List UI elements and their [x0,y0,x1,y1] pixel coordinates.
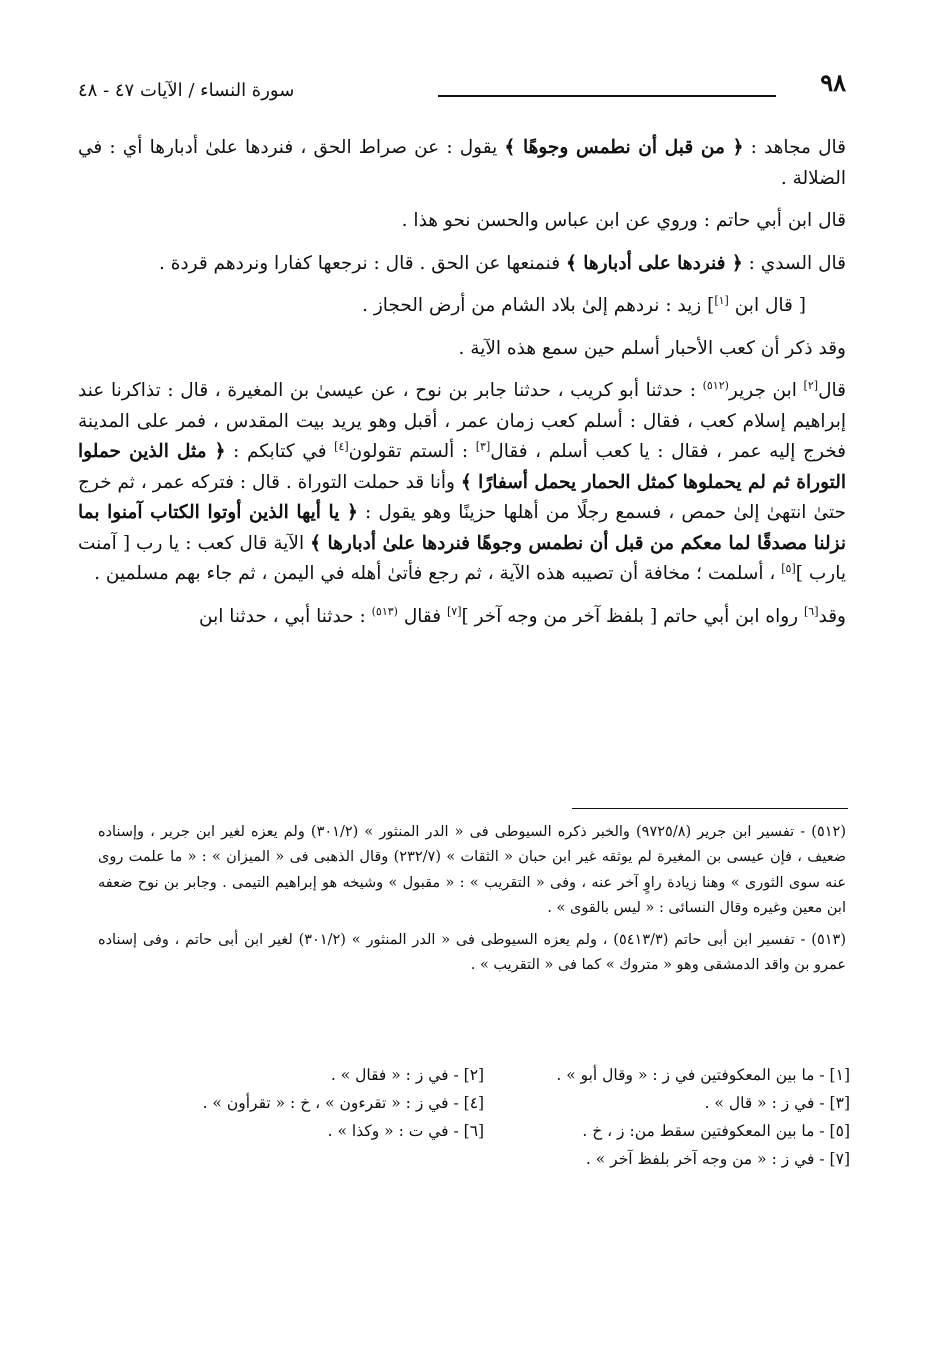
variant-note-4: [٤] - في ز : « تقرءون » ، خ : « تقرأون » . [202,1093,485,1112]
text-run: رواه ابن أبي حاتم [ بلفظ آخر من وجه آخر ] [461,605,804,627]
quran-verse: ﴿ يا أيها الذين أوتوا الكتاب آمنوا بما نزلنا مصدقًا لما معكم من قبل أن نطمس وجوهًا فنردها علىٰ أدبارها ﴾ [78,502,846,554]
paragraph [78,376,846,590]
variant-note-1: [١] - ما بين المعكوفتين في ز : « وقال أبو » . [556,1066,850,1084]
text-run: [ قال ابن [728,295,806,317]
paragraph [78,133,846,194]
page-header [78,68,846,112]
variant-column-left [123,1062,484,1146]
text-run: وقد ذكر أن كعب الأحبار أسلم حين سمع هذه الآية . [458,337,846,359]
variant-note-3: [٣] - في ز : « قال » . [704,1093,850,1112]
footnote-513: (٥١٣) - تفسير ابن أبى حاتم (٥٤١٣/٣) ، ولم يعزه السيوطى فى « الدر المنثور » (٣٠١/٢) لغير ابن أبى حاتم ، وفى إسناده عمرو بن واقد الدمشقى وهو « متروك » كما فى « التقريب » . [98,931,846,973]
footnote-marker: [٣] [475,439,491,453]
footnote-marker: (٥١٣) [371,604,398,618]
text-run: فقال [397,605,447,627]
footnote-marker: [٥] [781,562,796,576]
header-rule [438,95,776,97]
text-run: ] زيد : نردهم إلىٰ بلاد الشام من أرض الحجاز . [362,295,715,317]
paragraph [78,206,846,237]
paragraph [78,249,846,280]
text-run: قال [818,380,846,402]
footnotes [98,820,846,984]
text-run: قال ابن أبي حاتم : وروي عن ابن عباس والحسن نحو هذا . [401,210,846,232]
footnote-marker: [٦] [803,604,819,618]
paragraph [78,291,846,322]
quran-verse: ﴿ مثل الذين حملوا التوراة ثم لم يحملوها كمثل الحمار يحمل أسفارًا ﴾ [78,441,846,493]
text-run: : حدثنا أبو كريب ، حدثنا جابر بن نوح ، عن عيسىٰ بن المغيرة ، قال : تذاكرنا عند إبراهيم إسلام كعب ، فقال : أسلم كعب زمان عمر ، أقبل وهو يريد بيت المقدس ، فمر على المدينة فخرج إليه عمر ، فقال : يا كعب أسلم ، فقال [78,380,846,463]
text-run: قال مجاهد : [743,137,846,158]
footnote-marker: [٧] [446,604,462,618]
quran-verse: ﴿ فنردها على أدبارها ﴾ [565,252,743,274]
footnote-marker: (٥١٢) [702,378,729,392]
variant-notes [98,1062,850,1174]
variant-note-5: [٥] - ما بين المعكوفتين سقط من: ز ، خ . [582,1121,850,1140]
footnote-marker: [١] [714,293,729,307]
paragraph [78,334,846,365]
paragraph [78,602,846,633]
main-text [78,133,846,644]
page-number: ٩٨ [820,68,846,97]
variant-column-right [489,1062,850,1174]
text-run: : ألستم تقولون [348,441,476,463]
running-title: سورة النساء / الآيات ٤٧ - ٤٨ [78,80,295,101]
text-run: الآية قال كعب : يا رب [ آمنت يارب ] [78,532,846,585]
footnote-512: (٥١٢) - تفسير ابن جرير (٩٧٢٥/٨) والخبر ذكره السيوطى فى « الدر المنثور » (٣٠١/٢) ولم يعزه لغير ابن جرير ، وإسناده ضعيف ، فإن عيسى بن المغيرة لم يوثقه غير ابن حبان « الثقات » (٢٣٢/٧) وقال الذهبى فى « الميزان » : « ما علمت روى عنه سوى الثورى » وهنا زيادة راوٍ آخر عنه ، وفى « التقريب » : « مقبول » وشيخه هو إبراهيم التيمى . وجابر بن نوح ضعفه ابن معين وغيره وقال النسائى : « ليس بالقوى » . [98,824,847,917]
quran-verse: ﴿ من قبل أن نطمس وجوهًا ﴾ [504,137,744,158]
text-run: وقد [818,605,846,627]
footnote-separator [572,808,848,809]
text-run: فنمنعها عن الحق . قال : نرجعها كفارا ونردهم قردة . [158,252,566,274]
text-run: ، أسلمت ؛ مخافة أن تصيبه هذه الآية ، ثم رجع فأتىٰ أهله في اليمن ، ثم جاء بهم مسلمين . [94,563,782,585]
text-run: قال السدي : [742,252,846,274]
text-run: في كتابكم : [225,441,335,463]
variant-note-2: [٢] - في ز : « فقال » . [330,1066,485,1084]
footnote-marker: [٤] [334,439,349,453]
text-run: وأنا قد حملت التوراة . قال : فتركه عمر ، ثم خرج حتىٰ انتهىٰ إلىٰ حمص ، فسمع رجلًا من أهلها حزينًا وهو يقول : [78,471,846,524]
text-run: : حدثنا أبي ، حدثنا ابن [199,605,372,627]
variant-note-7: [٧] - في ز : « من وجه آخر بلفظ آخر » . [585,1149,850,1168]
footnote-marker: [٢] [803,378,819,392]
text-run: يقول : عن صراط الحق ، فنردها علىٰ أدبارها أي : في الضلالة . [78,137,846,189]
variant-note-6: [٦] - في ت : « وكذا » . [327,1121,485,1140]
text-run: ابن جرير [728,380,804,402]
